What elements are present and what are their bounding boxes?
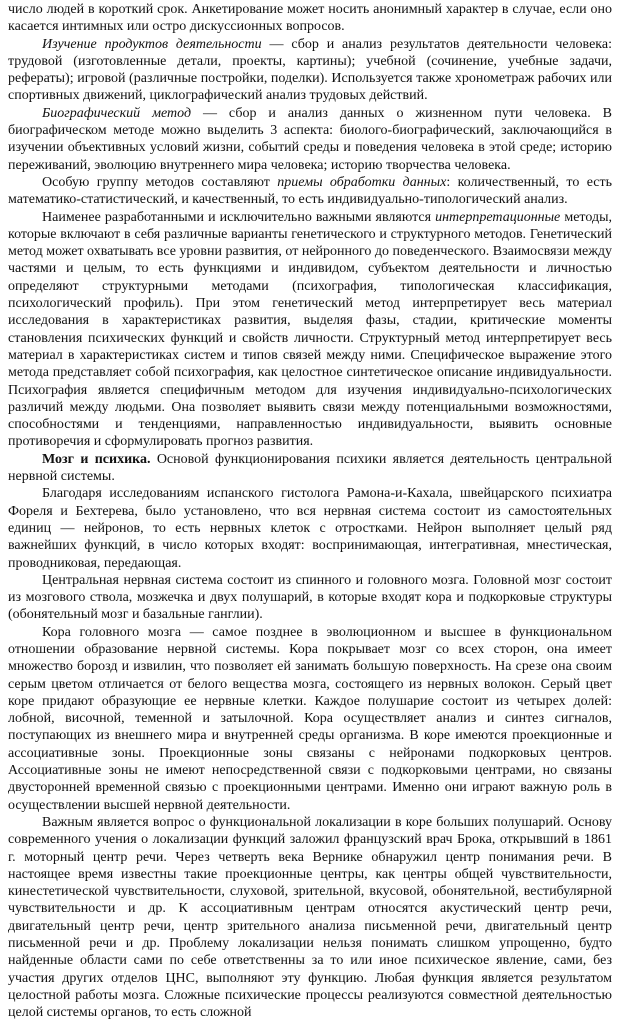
paragraph — [8, 572, 612, 624]
document-text — [8, 1, 612, 1022]
text-run: : количественный, то есть математико-статистический, и качественный, то есть индивидуально-типологический анализ. — [8, 174, 612, 208]
paragraph — [8, 209, 612, 451]
text-run: Наименее разработанными и исключительно важными являются — [42, 209, 436, 225]
text-run: методы, которые включают в себя различные варианты генетического и структурного методов. Генетический метод может охватывать все уровни развития, от нейронного до поведенческого. Взаимосвязи между частями и целым, то есть функциями и индивидом, субъектом деятельности и личностью определяют структурными методами (психография, типологическая классификация, психологический профиль). При этом генетический метод интерпретирует весь материал исследования в характеристиках развития, выделяя фазы, стадии, критические моменты становления психических функций и свойств личности. Структурный метод интерпретирует весь материал в характеристиках систем и типов связей между ними. Специфическое выражение этого метода представляет собой психография, как целостное синтетическое описание индивидуальности. Психография является специфичным методом для изучения индивидуально-психологических различий между людьми. Она позволяет выявить связи между потенциальными возможностями, способностями и тенденциями, направленностью индивидуальности, выявить основные противоречия и сформулировать прогноз развития. — [8, 209, 612, 450]
italic-term: Изучение продуктов деятельности — [42, 36, 262, 52]
text-run: — сбор и анализ результатов деятельности человека: трудовой (изготовленные детали, проекты, картины); учебной (сочинение, учебные задачи, рефераты); игровой (различные постройки, поделки). Используется также хронометраж рабочих или спортивных движений, циклографический анализ трудовых действий. — [8, 36, 612, 104]
paragraph — [8, 451, 612, 486]
paragraph — [8, 485, 612, 571]
paragraph — [8, 1, 612, 36]
text-run: Особую группу методов составляют — [42, 174, 278, 190]
paragraph — [8, 624, 612, 814]
text-run: Основой функционирования психики является деятельность центральной нервной системы. — [8, 451, 612, 485]
text-run: Кора головного мозга — самое позднее в эволюционном и высшее в функциональном отношении образование нервной системы. Кора покрывает мозг со всех сторон, она имеет множество борозд и извилин, что позволяет ей занимать большую поверхность. На срезе она своим серым цветом отличается от белого вещества мозга, состоящего из нервных волокон. Серый цвет коре придают образующие ее нервные клетки. Каждое полушарие состоит из четырех долей: лобной, височной, теменной и затылочной. Кора осуществляет анализ и синтез сигналов, поступающих из внешнего мира и внутренней среды организма. В коре имеются проекционные и ассоциативные зоны. Проекционные зоны связаны с нейронами подкорковых центров. Ассоциативные зоны не имеют непосредственной связи с подкорковыми центрами, но связаны двусторонней временной связью с проекционными центрами. Именно они играют важную роль в осуществлении высшей нервной деятельности. — [8, 624, 612, 813]
italic-term: Биографический метод — [42, 105, 192, 121]
paragraph — [8, 105, 612, 174]
text-run: — сбор и анализ данных о жизненном пути человека. В биографическом методе можно выделить 3 аспекта: биолого-биографический, заключающийся в изучении объективных условий жизни, событий среды и поведения человека в этой среде; историю переживаний, эволюцию внутреннего мира человека; историю творчества человека. — [8, 105, 612, 173]
text-run: Важным является вопрос о функциональной локализации в коре больших полушарий. Основу современного учения о локализации функций заложил французский врач Брока, открывший в 1861 г. моторный центр речи. Через четверть века Вернике обнаружил центр понимания речи. В настоящее время известны такие проекционные центры, как центры общей чувствительности, кинестетической чувствительности, слуховой, зрительной, вкусовой, обонятельной, вестибулярной чувствительности и др. К ассоциативным центрам относятся акустический центр речи, двигательный центр речи, центр зрительного анализа письменной речи, двигательный центр письменной речи и др. Проблему локализации нельзя понимать слишком упрощенно, будто найденные области сами по себе ответственны за то или иное психическое явление, сами, без участия других отделов ЦНС, выполняют эту функцию. Любая функция является результатом целостной работы мозга. Сложные психические процессы реализуются совместной деятельностью целой системы органов, то есть сложной — [8, 814, 612, 1021]
paragraph — [8, 814, 612, 1022]
bold-heading: Мозг и психика. — [42, 451, 151, 467]
text-run: Центральная нервная система состоит из спинного и головного мозга. Головной мозг состоит из мозгового ствола, мозжечка и двух полушарий, в которые входят кора и подкорковые структуры (обонятельный мозг и базальные ганглии). — [8, 572, 612, 623]
paragraph — [8, 174, 612, 209]
text-run: Благодаря исследованиям испанского гистолога Рамона-и-Кахала, швейцарского психиатра Фореля и Бехтерева, было установлено, что вся нервная система состоит из самостоятельных единиц — нейронов, то есть нервных клеток с отростками. Нейрон выполняет целый ряд важнейших функций, в число которых входят: воспринимающая, интегративная, мнестическая, проводниковая, передающая. — [8, 486, 612, 571]
italic-term: приемы обработки данных — [277, 174, 447, 190]
paragraph — [8, 36, 612, 105]
italic-term: интерпретационные — [435, 209, 561, 225]
text-run: число людей в короткий срок. Анкетирование может носить анонимный характер в случае, если оно касается интимных или остро дискуссионных вопросов. — [8, 2, 612, 35]
